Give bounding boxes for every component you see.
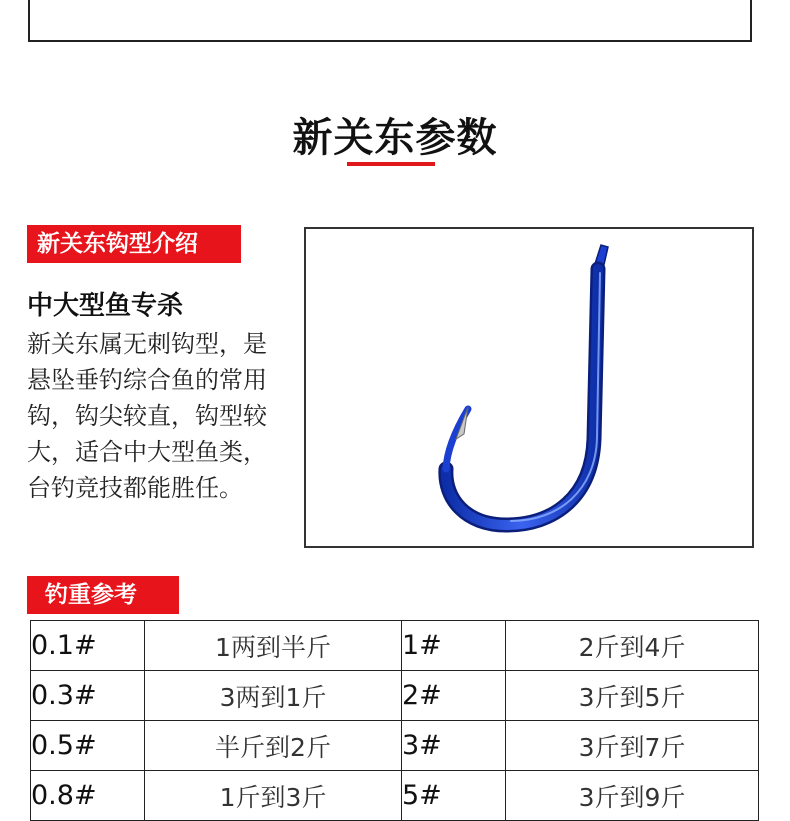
weight-range-cell: 3两到1斤 (145, 671, 402, 721)
intro-line: 台钓竞技都能胜任。 (27, 474, 243, 502)
weight-range-cell: 半斤到2斤 (145, 721, 402, 771)
hook-size-cell: 0.8# (31, 771, 145, 821)
table-row (31, 771, 759, 821)
top-frame-box (28, 0, 752, 42)
weight-range-cell: 1两到半斤 (145, 621, 402, 671)
section-title: 新关东参数 (292, 115, 498, 161)
intro-line: 新关东属无刺钩型，是 (27, 330, 267, 358)
weight-range-cell: 2斤到4斤 (506, 621, 759, 671)
hook-size-cell: 2# (402, 671, 506, 721)
hook-size-cell: 3# (402, 721, 506, 771)
intro-heading: 中大型鱼专杀 (27, 291, 184, 321)
weight-reference-tag: 钓重参考 (27, 576, 179, 614)
hook-size-cell: 1# (402, 621, 506, 671)
intro-description (27, 326, 297, 506)
intro-line: 大，适合中大型鱼类， (27, 438, 267, 466)
weight-table (30, 620, 759, 821)
title-underline (347, 162, 435, 166)
fishing-hook-image (306, 229, 752, 546)
table-row (31, 621, 759, 671)
weight-range-cell: 3斤到5斤 (506, 671, 759, 721)
hook-image-frame (304, 227, 754, 548)
weight-range-cell: 1斤到3斤 (145, 771, 402, 821)
table-row (31, 721, 759, 771)
hook-size-cell: 0.5# (31, 721, 145, 771)
hook-intro-tag: 新关东钩型介绍 (27, 225, 241, 263)
intro-line: 悬坠垂钓综合鱼的常用 (27, 366, 267, 394)
weight-range-cell: 3斤到9斤 (506, 771, 759, 821)
hook-size-cell: 5# (402, 771, 506, 821)
table-row (31, 671, 759, 721)
intro-line: 钩，钩尖较直，钩型较 (27, 402, 267, 430)
weight-range-cell: 3斤到7斤 (506, 721, 759, 771)
hook-size-cell: 0.3# (31, 671, 145, 721)
hook-size-cell: 0.1# (31, 621, 145, 671)
